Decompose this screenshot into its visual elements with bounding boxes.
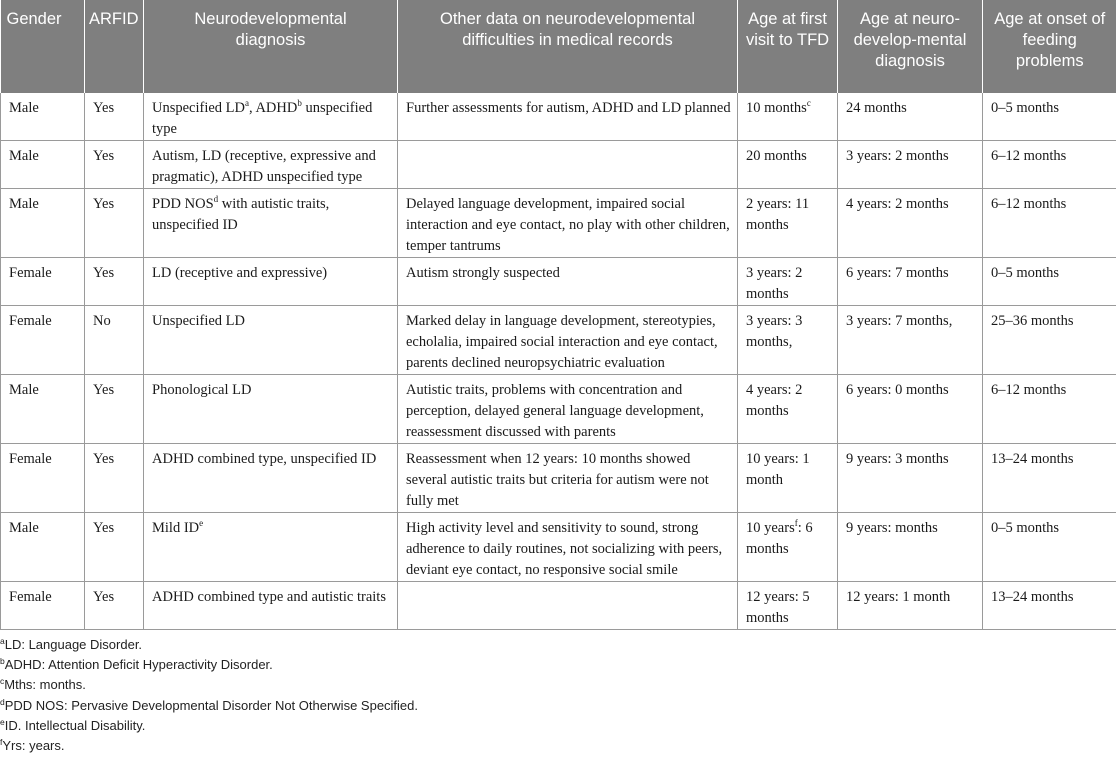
nd-diagnosis-age-cell xyxy=(838,444,983,513)
arfid-cell-text: Yes xyxy=(93,265,115,281)
footnote-mark: c xyxy=(0,676,5,687)
diagnosis-cell xyxy=(144,582,398,630)
arfid-cell-text: Yes xyxy=(93,520,115,536)
other-data-cell xyxy=(398,513,738,582)
diagnosis-cell-text: Mild ID xyxy=(152,520,200,536)
footnote xyxy=(0,696,1116,716)
footnote-mark: b xyxy=(0,656,5,667)
diagnosis-cell-text: ADHD combined type and autistic traits xyxy=(152,589,386,605)
first-visit-cell xyxy=(738,444,838,513)
footnote-text: LD: Language Disorder. xyxy=(4,637,143,652)
table-row xyxy=(1,375,1116,444)
gender-cell-text: Male xyxy=(9,382,39,398)
diagnosis-cell-text: Unspecified LD xyxy=(152,313,246,329)
gender-cell-text: Female xyxy=(9,313,52,329)
onset-cell xyxy=(983,258,1116,306)
diagnosis-cell xyxy=(144,189,398,258)
nd-diagnosis-age-cell-text: 9 years: 3 months xyxy=(846,451,949,467)
nd-diagnosis-age-cell-text: 6 years: 7 months xyxy=(846,265,949,281)
table-row xyxy=(1,582,1116,630)
footnote-text: PDD NOS: Pervasive Developmental Disorder Not Otherwise Specified. xyxy=(4,697,419,713)
first-visit-cell-text: 10 years: 1 month xyxy=(746,451,810,488)
gender-cell xyxy=(1,513,85,582)
other-data-cell xyxy=(398,582,738,630)
other-data-cell-text: Further assessments for autism, ADHD and LD planned xyxy=(406,100,731,116)
table-row xyxy=(1,93,1116,141)
arfid-cell xyxy=(85,444,144,513)
diagnosis-cell xyxy=(144,375,398,444)
nd-diagnosis-age-cell-text: 12 years: 1 month xyxy=(846,589,951,605)
onset-cell-text: 0–5 months xyxy=(991,100,1060,116)
first-visit-cell-text: 2 years: 11 months xyxy=(746,196,810,233)
header-arfid: ARFID xyxy=(85,0,144,93)
gender-cell-text: Female xyxy=(9,451,52,467)
header-neurodevelopmental-diagnosis: Neurodevelopmental diagnosis xyxy=(144,0,398,93)
onset-cell xyxy=(983,513,1116,582)
arfid-cell xyxy=(85,189,144,258)
first-visit-cell-text: 3 years: 2 months xyxy=(746,265,803,302)
other-data-cell xyxy=(398,444,738,513)
arfid-cell-text: Yes xyxy=(93,589,115,605)
other-data-cell-text: Autism strongly suspected xyxy=(406,265,560,281)
table-row xyxy=(1,141,1116,189)
table-row xyxy=(1,258,1116,306)
first-visit-cell-text: 10 months xyxy=(746,100,807,116)
first-visit-cell-text: 4 years: 2 months xyxy=(746,382,803,419)
onset-cell xyxy=(983,582,1116,630)
first-visit-cell-text: 12 years: 5 months xyxy=(746,589,810,626)
footnote-text: ADHD: Attention Deficit Hyperactivity Disorder. xyxy=(4,657,273,673)
footnote-marker: f xyxy=(794,518,798,528)
nd-diagnosis-age-cell-text: 6 years: 0 months xyxy=(846,382,949,398)
onset-cell-text: 25–36 months xyxy=(991,313,1074,329)
nd-diagnosis-age-cell xyxy=(838,189,983,258)
arfid-cell xyxy=(85,375,144,444)
diagnosis-cell xyxy=(144,513,398,582)
diagnosis-cell-text: Unspecified LD xyxy=(152,100,246,116)
footnote-marker: b xyxy=(297,98,302,108)
footnote-mark: d xyxy=(0,696,5,707)
footnote-mark: e xyxy=(0,716,5,727)
table-row xyxy=(1,444,1116,513)
footnote-marker: a xyxy=(245,98,250,108)
other-data-cell-text: Marked delay in language development, stereotypies, echolalia, impaired social interaction and eye contact, parents declined neuropsychiatric evaluation xyxy=(406,313,718,371)
diagnosis-cell-text: PDD NOS xyxy=(152,196,214,212)
diagnosis-cell-text: Autism, LD (receptive, expressive and pragmatic), ADHD unspecified type xyxy=(152,148,376,185)
onset-cell-text: 6–12 months xyxy=(991,196,1067,212)
nd-diagnosis-age-cell xyxy=(838,258,983,306)
table-header xyxy=(1,0,1116,93)
gender-cell-text: Male xyxy=(9,100,39,116)
first-visit-cell-text: 3 years: 3 months, xyxy=(746,313,803,350)
onset-cell xyxy=(983,444,1116,513)
onset-cell-text: 0–5 months xyxy=(991,520,1060,536)
header-gender: Gender xyxy=(1,0,85,93)
diagnosis-cell-text: Phonological LD xyxy=(152,382,252,398)
footnotes xyxy=(0,635,1116,756)
first-visit-cell xyxy=(738,375,838,444)
arfid-cell-text: Yes xyxy=(93,382,115,398)
diagnosis-cell xyxy=(144,444,398,513)
other-data-cell xyxy=(398,375,738,444)
other-data-cell-text: Delayed language development, impaired social interaction and eye contact, no play with other children, temper tantrums xyxy=(406,196,730,254)
nd-diagnosis-age-cell-text: 24 months xyxy=(846,100,907,116)
diagnosis-cell xyxy=(144,306,398,375)
table-row xyxy=(1,306,1116,375)
arfid-cell xyxy=(85,258,144,306)
arfid-cell-text: Yes xyxy=(93,196,115,212)
footnote-mark: a xyxy=(0,636,5,646)
first-visit-cell-text: 10 years xyxy=(746,520,795,536)
onset-cell-text: 0–5 months xyxy=(991,265,1060,281)
onset-cell xyxy=(983,189,1116,258)
onset-cell xyxy=(983,375,1116,444)
footnote xyxy=(0,675,1116,695)
nd-diagnosis-age-cell xyxy=(838,306,983,375)
gender-cell-text: Male xyxy=(9,520,39,536)
gender-cell xyxy=(1,582,85,630)
footnote-marker: c xyxy=(806,98,811,108)
footnote xyxy=(0,736,1116,756)
arfid-cell-text: No xyxy=(93,313,111,329)
header-age-nd-diagnosis: Age at neuro-develop-mental diagnosis xyxy=(838,0,983,93)
gender-cell xyxy=(1,258,85,306)
nd-diagnosis-age-cell xyxy=(838,513,983,582)
gender-cell xyxy=(1,189,85,258)
nd-diagnosis-age-cell-text: 9 years: months xyxy=(846,520,938,536)
other-data-cell-text: Autistic traits, problems with concentration and perception, delayed general language development, reassessment discussed with parents xyxy=(406,382,704,440)
first-visit-cell xyxy=(738,513,838,582)
diagnosis-cell xyxy=(144,258,398,306)
onset-cell-text: 13–24 months xyxy=(991,589,1074,605)
table-row xyxy=(1,189,1116,258)
footnote-marker: d xyxy=(213,194,219,204)
first-visit-cell xyxy=(738,306,838,375)
table-row xyxy=(1,513,1116,582)
footnote-marker: e xyxy=(199,518,204,528)
gender-cell xyxy=(1,141,85,189)
gender-cell xyxy=(1,444,85,513)
onset-cell-text: 6–12 months xyxy=(991,148,1067,164)
footnote xyxy=(0,635,1116,655)
gender-cell-text: Male xyxy=(9,196,39,212)
first-visit-cell-text: : 6 months xyxy=(746,520,813,557)
table-body xyxy=(1,93,1116,630)
footnote-mark: f xyxy=(0,736,3,747)
other-data-cell xyxy=(398,189,738,258)
diagnosis-cell-text: unspecified type xyxy=(152,100,373,137)
other-data-cell xyxy=(398,141,738,189)
onset-cell xyxy=(983,306,1116,375)
footnote-text: Mths: months. xyxy=(4,677,86,693)
diagnosis-cell xyxy=(144,93,398,141)
other-data-cell-text: High activity level and sensitivity to sound, strong adherence to daily routines, not socializing with peers, deviant eye contact, no responsive social smile xyxy=(406,520,723,578)
onset-cell-text: 13–24 months xyxy=(991,451,1074,467)
footnote xyxy=(0,716,1116,736)
first-visit-cell xyxy=(738,141,838,189)
footnote xyxy=(0,655,1116,675)
arfid-cell xyxy=(85,93,144,141)
header-age-onset: Age at onset of feeding problems xyxy=(983,0,1116,93)
nd-diagnosis-age-cell-text: 4 years: 2 months xyxy=(846,196,949,212)
gender-cell xyxy=(1,306,85,375)
diagnosis-cell-text: LD (receptive and expressive) xyxy=(152,265,328,281)
nd-diagnosis-age-cell xyxy=(838,375,983,444)
nd-diagnosis-age-cell xyxy=(838,582,983,630)
diagnosis-cell xyxy=(144,141,398,189)
nd-diagnosis-age-cell xyxy=(838,93,983,141)
other-data-cell xyxy=(398,258,738,306)
first-visit-cell-text: 20 months xyxy=(746,148,807,164)
onset-cell-text: 6–12 months xyxy=(991,382,1067,398)
nd-diagnosis-age-cell xyxy=(838,141,983,189)
first-visit-cell xyxy=(738,582,838,630)
gender-cell-text: Female xyxy=(9,589,52,605)
diagnosis-cell-text: ADHD combined type, unspecified ID xyxy=(152,451,377,467)
diagnosis-cell-text: , ADHD xyxy=(249,100,298,116)
footnote-text: ID. Intellectual Disability. xyxy=(4,717,146,733)
gender-cell xyxy=(1,93,85,141)
footnote-text: Yrs: years. xyxy=(2,737,65,753)
first-visit-cell xyxy=(738,93,838,141)
header-age-first-visit: Age at first visit to TFD xyxy=(738,0,838,93)
arfid-cell xyxy=(85,306,144,375)
arfid-cell-text: Yes xyxy=(93,100,115,116)
nd-diagnosis-age-cell-text: 3 years: 7 months, xyxy=(846,313,953,329)
arfid-cell xyxy=(85,582,144,630)
gender-cell-text: Female xyxy=(9,265,52,281)
arfid-cell xyxy=(85,141,144,189)
nd-diagnosis-age-cell-text: 3 years: 2 months xyxy=(846,148,949,164)
gender-cell-text: Male xyxy=(9,148,39,164)
other-data-cell xyxy=(398,306,738,375)
first-visit-cell xyxy=(738,258,838,306)
header-other-data: Other data on neurodevelopmental difficulties in medical records xyxy=(398,0,738,93)
gender-cell xyxy=(1,375,85,444)
arfid-cell xyxy=(85,513,144,582)
arfid-cell-text: Yes xyxy=(93,148,115,164)
diagnosis-cell-text: with autistic traits, unspecified ID xyxy=(152,196,330,233)
arfid-cell-text: Yes xyxy=(93,451,115,467)
first-visit-cell xyxy=(738,189,838,258)
onset-cell xyxy=(983,141,1116,189)
onset-cell xyxy=(983,93,1116,141)
other-data-cell xyxy=(398,93,738,141)
header-row xyxy=(1,0,1116,93)
other-data-cell-text: Reassessment when 12 years: 10 months showed several autistic traits but criteria for autism were not fully met xyxy=(406,451,709,509)
